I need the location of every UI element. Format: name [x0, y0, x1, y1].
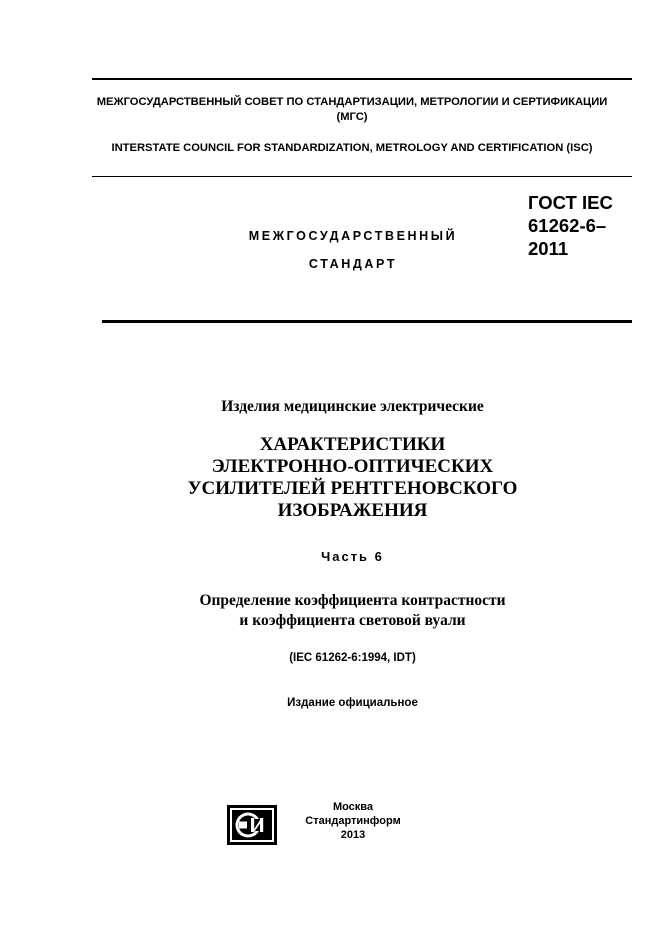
title-line-2: ЭЛЕКТРОННО-ОПТИЧЕСКИХ: [211, 456, 494, 477]
publisher-city: Москва: [332, 801, 374, 813]
council-name-ru: МЕЖГОСУДАРСТВЕННЫЙ СОВЕТ ПО СТАНДАРТИЗАЦИИ, МЕТРОЛОГИИ И СЕРТИФИКАЦИИ (МГС): [96, 96, 608, 123]
document-title: [100, 434, 605, 522]
publication-year: 2013: [340, 829, 366, 841]
document-subject: Изделия медицинские электрические: [221, 398, 484, 415]
bottom-rule: [102, 320, 632, 323]
middle-rule: [92, 176, 632, 177]
standard-number-line-1: ГОСТ IEC: [528, 192, 613, 213]
standard-type-line-1: МЕЖГОСУДАРСТВЕННЫЙ: [248, 229, 458, 243]
publisher-block: [292, 800, 414, 842]
subtitle-line-1: Определение коэффициента контрастности: [199, 592, 506, 609]
document-part: Часть 6: [321, 549, 384, 564]
iec-reference: (IEC 61262-6:1994, IDT): [289, 652, 416, 664]
standartinform-logo-icon: [227, 805, 277, 845]
document-subtitle: [100, 591, 605, 631]
edition-note: Издание официальное: [287, 697, 418, 709]
standard-type-line-2: СТАНДАРТ: [308, 257, 398, 271]
standard-number-line-3: 2011: [528, 238, 569, 259]
title-line-3: УСИЛИТЕЛЕЙ РЕНТГЕНОВСКОГО: [187, 478, 518, 499]
top-rule: [92, 78, 632, 80]
title-line-1: ХАРАКТЕРИСТИКИ: [259, 434, 446, 455]
subtitle-line-2: и коэффициента световой вуали: [239, 612, 466, 629]
publisher-name: Стандартинформ: [305, 815, 401, 827]
standard-number-line-2: 61262-6–: [528, 215, 607, 236]
standard-number: [528, 191, 638, 260]
council-name-en: INTERSTATE COUNCIL FOR STANDARDIZATION, METROLOGY AND CERTIFICATION (ISC): [111, 142, 593, 154]
title-line-4: ИЗОБРАЖЕНИЯ: [277, 500, 428, 521]
